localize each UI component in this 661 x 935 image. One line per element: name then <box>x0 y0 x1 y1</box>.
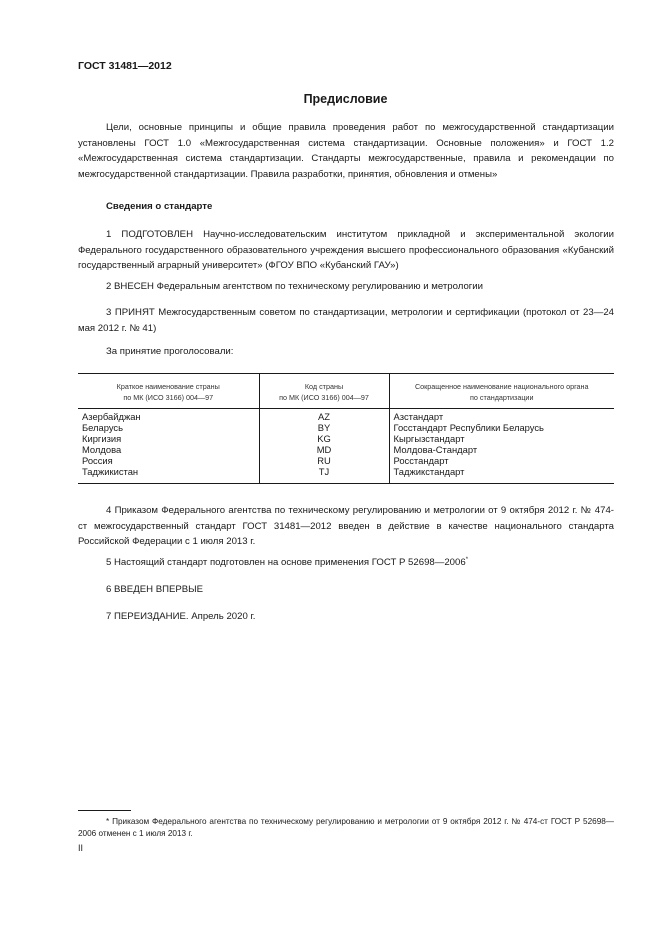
voting-table <box>78 373 614 484</box>
item-1: 1 ПОДГОТОВЛЕН Научно-исследовательским институтом прикладной и экспериментальной экологии Федерального государственного образовательного учреждения высшего профессионального образования «Кубанский государственный аграрный университет» (ФГОУ ВПО «Кубанский ГАУ») <box>78 229 614 271</box>
column-header-line: по МК (ИСО 3166) 004—97 <box>123 393 214 402</box>
table-row <box>78 409 614 423</box>
table-row <box>78 466 614 484</box>
footnote-divider <box>78 810 131 811</box>
country-cell: Беларусь <box>82 422 124 433</box>
footnote-mark: * <box>465 556 469 563</box>
standards-body-cell: Росстандарт <box>389 455 614 466</box>
section-heading: Сведения о стандарте <box>106 201 213 212</box>
country-code-cell: RU <box>259 455 389 466</box>
country-code-cell: AZ <box>259 409 389 423</box>
item-3: 3 ПРИНЯТ Межгосударственным советом по стандартизации, метрологии и сертификации (протокол от 23—24 мая 2012 г. № 41) <box>78 307 614 334</box>
item-4: 4 Приказом Федерального агентства по техническому регулированию и метрологии от 9 октября 2012 г. № 474-ст межгосударственный стандарт ГОСТ 31481—2012 введен в действие в качестве национального стандарта Российской Федерации с 1 июля 2013 г. <box>78 505 614 547</box>
standards-body-cell: Таджикстандарт <box>389 466 614 484</box>
column-header-code <box>259 374 389 409</box>
country-cell: Таджикистан <box>78 466 259 484</box>
country-cell: Россия <box>82 455 113 466</box>
country-code-cell: BY <box>259 422 389 433</box>
country-code-cell: TJ <box>259 466 389 484</box>
column-header-line: Код страны <box>304 382 344 391</box>
table-row <box>78 444 614 455</box>
column-header-line: Сокращенное наименование национального органа <box>414 382 589 391</box>
footnote: * Приказом Федерального агентства по техническому регулированию и метрологии от 9 октября 2012 г. № 474-ст ГОСТ Р 52698—2006 отменен с 1 июля 2013 г. <box>78 817 614 838</box>
country-cell: Киргизия <box>82 433 122 444</box>
intro-paragraph: Цели, основные принципы и общие правила проведения работ по межгосударственной стандартизации установлены ГОСТ 1.0 «Межгосударственная система стандартизации. Основные положения» и ГОСТ 1.2 «Межгосударственная система стандартизации. Стандарты межгосударственные, правила и рекомендации по межгосударственной стандартизации. Правила разработки, принятия, обновления и отмены» <box>78 122 614 180</box>
table-header-row <box>78 374 614 409</box>
table-row <box>78 455 614 466</box>
page-number: II <box>78 843 84 853</box>
item-6: 6 ВВЕДЕН ВПЕРВЫЕ <box>106 584 204 595</box>
standards-body-cell: Молдова-Стандарт <box>389 444 614 455</box>
column-header-body <box>389 374 614 409</box>
country-code-cell: KG <box>259 433 389 444</box>
country-cell: Молдова <box>82 444 122 455</box>
standard-code-header: ГОСТ 31481—2012 <box>78 60 172 72</box>
vote-intro: За принятие проголосовали: <box>106 346 234 357</box>
table-row <box>78 422 614 433</box>
country-cell: Азербайджан <box>82 411 141 422</box>
table-row <box>78 433 614 444</box>
standards-body-cell: Кыргызстандарт <box>389 433 614 444</box>
standards-body-cell: Азстандарт <box>389 409 614 423</box>
column-header-line: по МК (ИСО 3166) 004—97 <box>279 393 369 402</box>
column-header-country <box>78 374 259 409</box>
page-title: Предисловие <box>303 92 388 106</box>
column-header-line: Краткое наименование страны <box>116 382 220 391</box>
column-header-line: по стандартизации <box>470 393 534 402</box>
item-5-text: 5 Настоящий стандарт подготовлен на основе применения ГОСТ Р 52698—2006 <box>106 557 466 568</box>
item-7: 7 ПЕРЕИЗДАНИЕ. Апрель 2020 г. <box>106 611 256 622</box>
item-5 <box>78 555 614 571</box>
country-code-cell: MD <box>259 444 389 455</box>
item-2: 2 ВНЕСЕН Федеральным агентством по техническому регулированию и метрологии <box>106 281 484 292</box>
standards-body-cell: Госстандарт Республики Беларусь <box>389 422 614 433</box>
